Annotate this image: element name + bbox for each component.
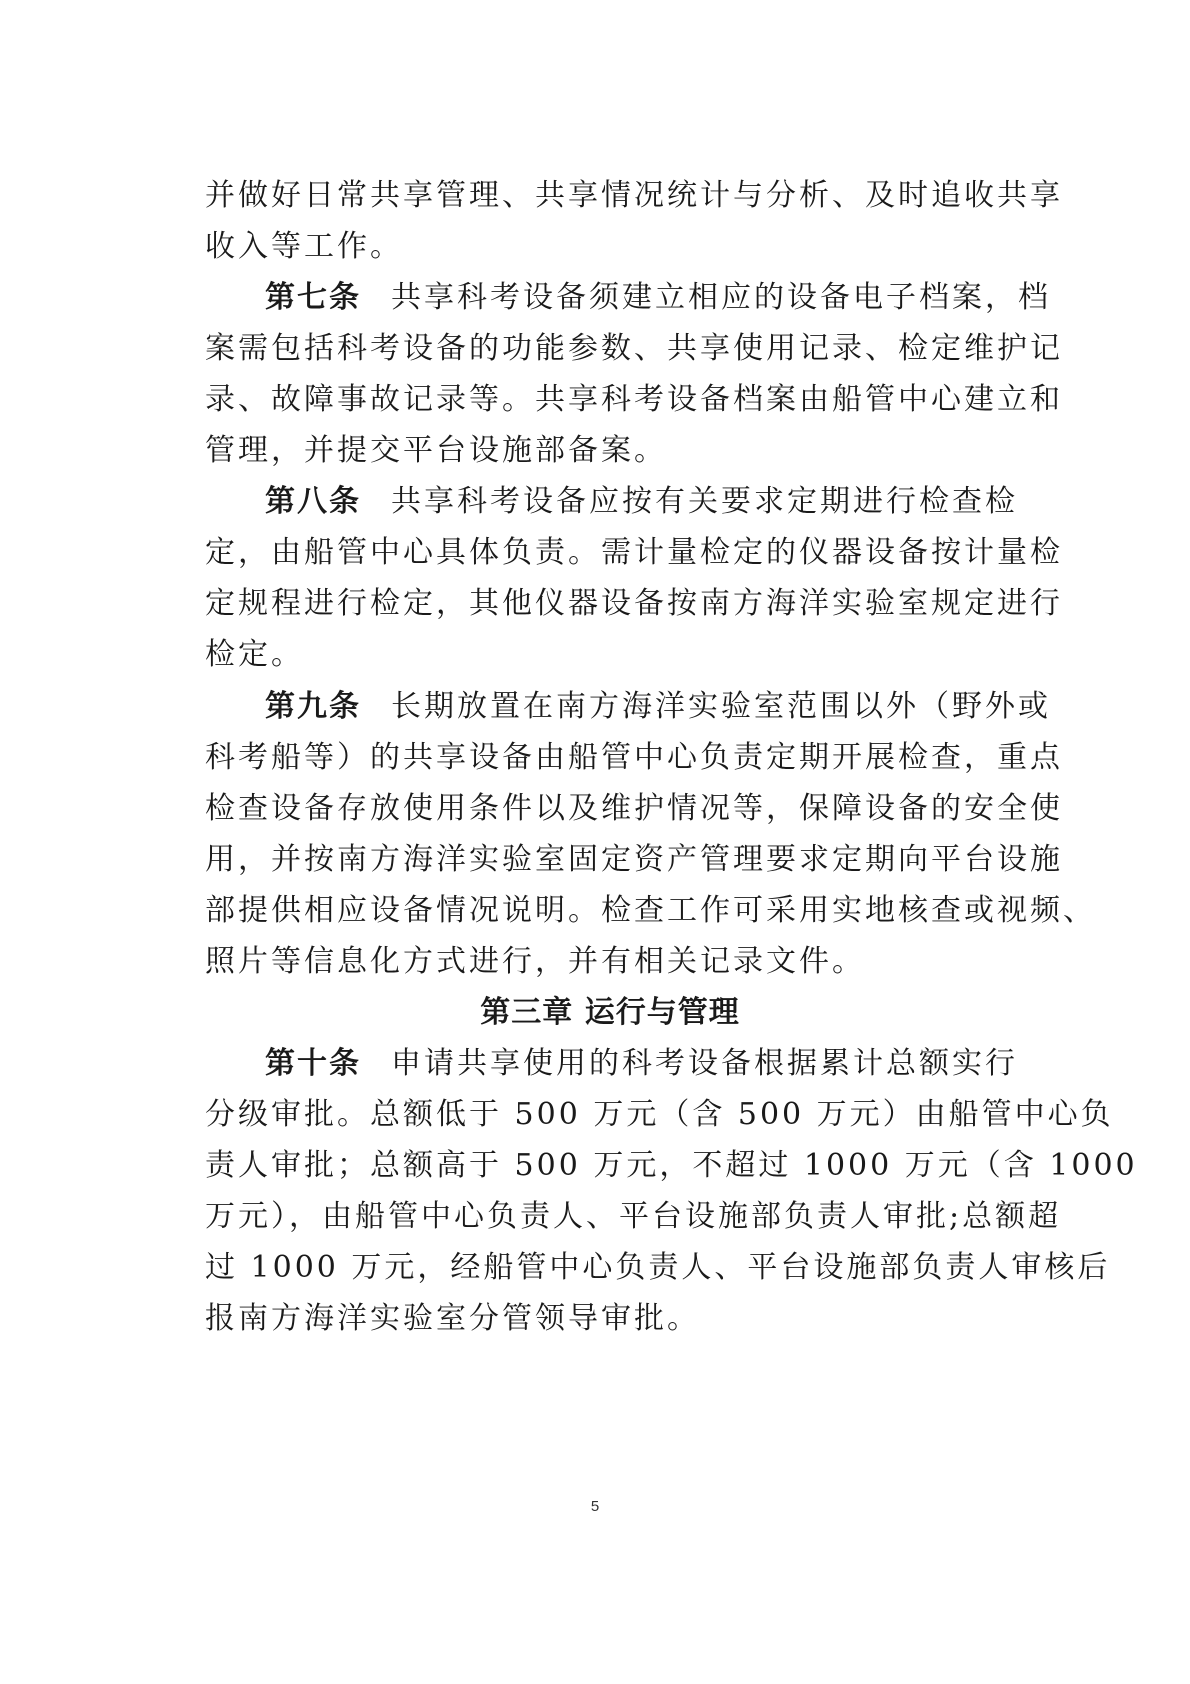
article-10-line-3: 责人审批；总额高于 500 万元，不超过 1000 万元（含 1000 — [205, 1148, 1138, 1183]
intro-line-2: 收入等工作。 — [205, 229, 403, 264]
article-8-first-line — [265, 475, 1018, 529]
article-10-line-5: 过 1000 万元，经船管中心负责人、平台设施部负责人审核后 — [205, 1250, 1111, 1285]
article-9-text-1: 长期放置在南方海洋实验室范围以外（野外或 — [391, 689, 1051, 724]
article-8-text-1: 共享科考设备应按有关要求定期进行检查检 — [391, 484, 1018, 519]
article-8-line-4: 检定。 — [205, 637, 304, 672]
article-10-line-4: 万元），由船管中心负责人、平台设施部负责人审批;总额超 — [205, 1199, 1062, 1234]
article-7-line-2: 案需包括科考设备的功能参数、共享使用记录、检定维护记 — [205, 331, 1063, 366]
article-7-text-1: 共享科考设备须建立相应的设备电子档案，档 — [391, 280, 1051, 315]
page-number: 5 — [590, 1498, 600, 1515]
article-10-line-6: 报南方海洋实验室分管领导审批。 — [205, 1301, 700, 1336]
article-9-line-4: 用，并按南方海洋实验室固定资产管理要求定期向平台设施 — [205, 842, 1063, 877]
article-7-number: 第七条 — [265, 280, 361, 315]
intro-line-1: 并做好日常共享管理、共享情况统计与分析、及时追收共享 — [205, 178, 1063, 213]
article-9-first-line — [265, 680, 1051, 734]
article-9-line-2: 科考船等）的共享设备由船管中心负责定期开展检查，重点 — [205, 740, 1063, 775]
article-7-first-line — [265, 271, 1051, 325]
article-9-number: 第九条 — [265, 689, 361, 724]
article-7-line-4: 管理，并提交平台设施部备案。 — [205, 433, 667, 468]
article-10-first-line — [265, 1037, 1018, 1091]
article-10-line-2: 分级审批。总额低于 500 万元（含 500 万元）由船管中心负 — [205, 1097, 1114, 1132]
article-8-line-3: 定规程进行检定，其他仪器设备按南方海洋实验室规定进行 — [205, 586, 1063, 621]
article-10-text-1: 申请共享使用的科考设备根据累计总额实行 — [391, 1046, 1018, 1081]
article-9-line-5: 部提供相应设备情况说明。检查工作可采用实地核查或视频、 — [205, 893, 1096, 928]
article-7-line-3: 录、故障事故记录等。共享科考设备档案由船管中心建立和 — [205, 382, 1063, 417]
article-8-number: 第八条 — [265, 484, 361, 519]
article-9-line-3: 检查设备存放使用条件以及维护情况等，保障设备的安全使 — [205, 791, 1063, 826]
chapter-heading: 第三章 运行与管理 — [480, 995, 740, 1030]
article-8-line-2: 定，由船管中心具体负责。需计量检定的仪器设备按计量检 — [205, 535, 1063, 570]
article-10-number: 第十条 — [265, 1046, 361, 1081]
article-9-line-6: 照片等信息化方式进行，并有相关记录文件。 — [205, 944, 865, 979]
